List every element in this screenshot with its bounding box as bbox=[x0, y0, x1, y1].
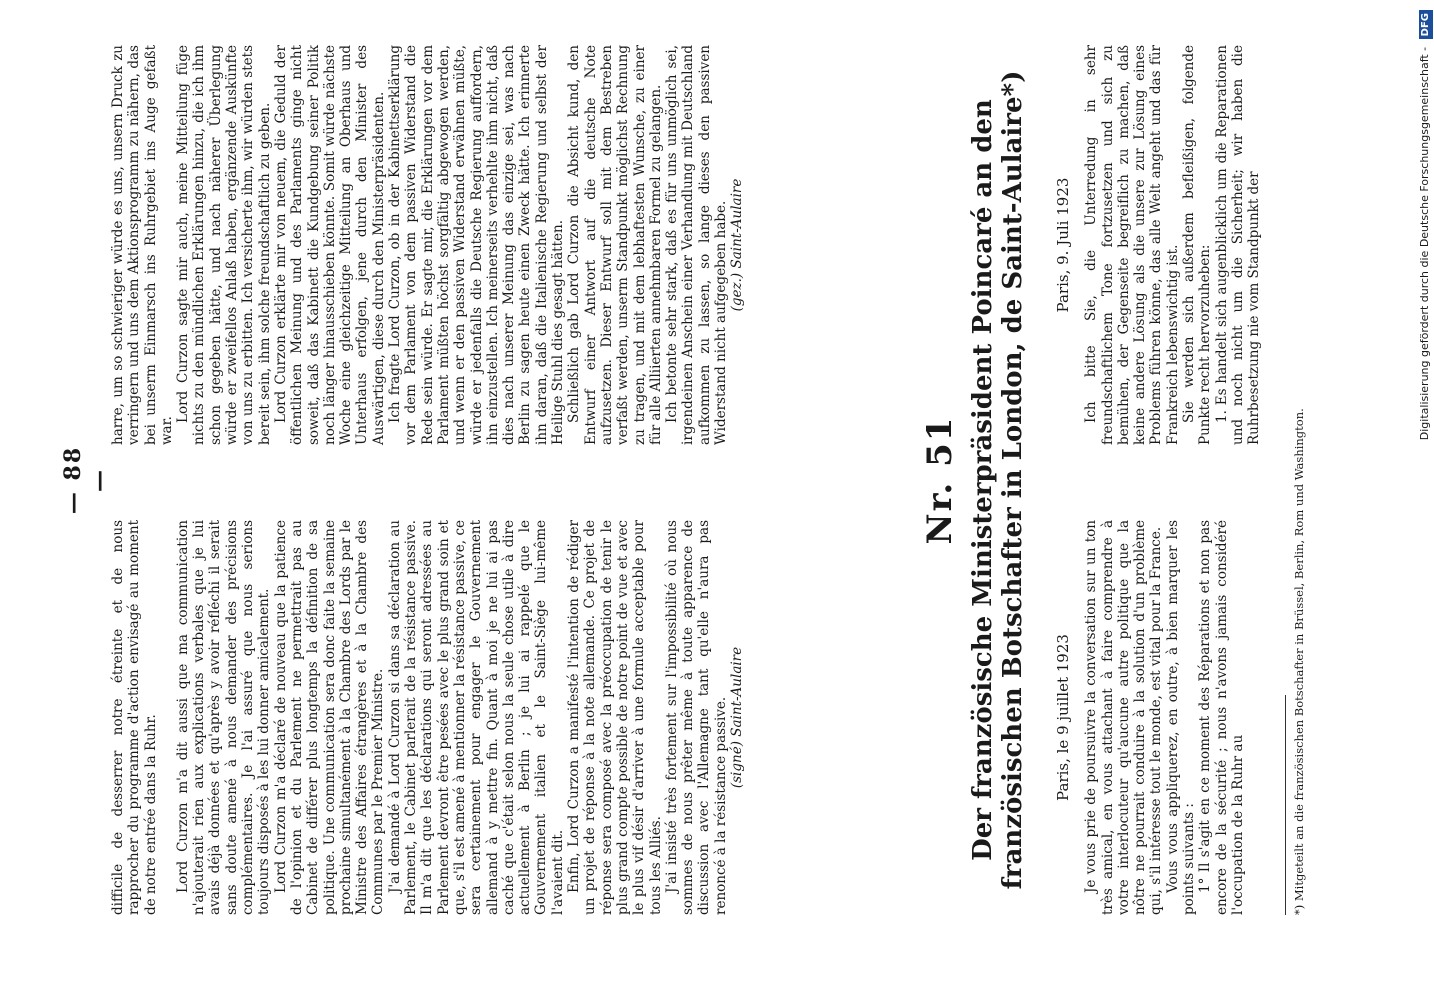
date-line: Paris, 9. Juli 1923 bbox=[1054, 177, 1072, 313]
paragraph: Vous vous appliquerez, en outre, à bien marquer les points suivants : bbox=[1164, 520, 1198, 915]
paragraph: Je vous prie de poursuivre la conversation sur un ton très amical, en vous attachant à faire comprendre à votre interlocuteur qu'aucune autre politique que la nôtre ne pourrait conduire à la solution d'un problème qui, s'il intéresse tout le monde, est vital pour la France. bbox=[1083, 520, 1165, 915]
credit-text: Digitalisierung gefördert durch die Deutsche Forschungsgemeinschaft - bbox=[1418, 46, 1431, 441]
paragraph: Ich betonte sehr stark, daß es für uns unmöglich sei, irgendeinen Anschein einer Verhandlung mit Deutschland aufkommen zu lassen, so lange dieses den passiven Widerstand nicht aufgegeben habe. bbox=[664, 45, 729, 445]
french-column-bottom bbox=[1055, 520, 1246, 915]
paragraph: Enfin, Lord Curzon a manifesté l'intention de rédiger un projet de réponse à la note allemande. Ce projet de réponse sera composé avec la préoccupation de tenir le plus grand compte possible de notre point de vue et avec le plus vif désir d'arriver à une formule acceptable pour tous les Alliés. bbox=[566, 520, 664, 915]
footnote: *) Mitgeteilt an die französischen Botschafter in Brüssel, Berlin, Rom und Washington. bbox=[1292, 408, 1306, 915]
french-column-top bbox=[110, 520, 745, 915]
digitization-credit-strip bbox=[1416, 0, 1434, 1000]
page-number: — 88 — bbox=[60, 445, 112, 515]
paragraph: Lord Curzon erklärte mir von neuem, die Geduld der öffentlichen Meinung und des Parlaments ginge nicht soweit, daß das Kabinett die Kundgebung seiner Politik noch länger hinausschieben könnte. Somit würde nächste Woche eine gleichzeitige Mitteilung an Oberhaus und Unterhaus erfolgen, jene durch den Minister des Auswärtigen, diese durch den Ministerpräsidenten. bbox=[272, 45, 387, 445]
paragraph: Ich fragte Lord Curzon, ob in der Kabinettserklärung vor dem Parlament von dem passiven Widerstand die Rede sein würde. Er sagte mir, die Erklärungen vor dem Parlament müßten höchst sorgfältig abgewogen werden, und wenn er den passiven Widerstand erwähnen müßte, würde er jedenfalls die Deutsche Regierung auffordern, ihn einzustellen. Ich meinerseits verhehlte ihm nicht, daß dies nach unserer Meinung das einzige sei, was nach Berlin zu sagen heute einen Zweck hätte. Ich erinnerte ihn daran, daß die Italienische Regierung und selbst der Heilige Stuhl dies gesagt hätten. bbox=[387, 45, 567, 445]
paragraph: Lord Curzon m'a dit aussi que ma communication n'ajouterait rien aux explications verbales que je lui avais déjà données et qu'après y avoir réfléchi il serait sans doute amené à nous demander des précisions complémentaires. Je l'ai assuré que nous serions toujours disposés à les lui donner amicalement. bbox=[174, 520, 273, 915]
german-column-bottom bbox=[1055, 45, 1263, 445]
paragraph: difficile de desserrer notre étreinte et de nous rapprocher du programme d'action envisagé au moment de notre entrée dans la Ruhr. bbox=[110, 520, 159, 915]
footnote-divider bbox=[1285, 695, 1286, 915]
paragraph: Schließlich gab Lord Curzon die Absicht kund, den Entwurf einer Antwort auf die deutsche Note aufzusetzen. Dieser Entwurf soll mit dem Bestreben verfaßt werden, unserm Standpunkt möglichst Rechnung zu tragen, und mit dem lebhaftesten Wunsche, zu einer für alle Alliierten annehmbaren Formel zu gelangen. bbox=[566, 45, 664, 445]
paragraph: harre, um so schwieriger würde es uns, unsern Druck zu verringern und uns dem Aktionsprogramm zu nähern, das bei unserm Einmarsch ins Ruhrgebiet ins Auge gefaßt war. bbox=[110, 45, 175, 445]
paragraph: J'ai insisté très fortement sur l'impossibilité où nous sommes de nous prêter même à toute apparence de discussion avec l'Allemagne tant qu'elle n'aura pas renoncé à la résistance passive. bbox=[663, 520, 729, 915]
german-column-top bbox=[110, 45, 746, 445]
signature: (gez.) Saint-Aulaire bbox=[729, 178, 746, 312]
signature: (signé) Saint-Aulaire bbox=[728, 646, 745, 789]
document-heading bbox=[920, 45, 1028, 915]
dfg-logo: DFG bbox=[1419, 10, 1433, 39]
date-line: Paris, le 9 juillet 1923 bbox=[1054, 634, 1072, 801]
paragraph: Ich bitte Sie, die Unterredung in sehr freundschaftlichem Tone fortzusetzen und sich zu bemühen, der Gegenseite begreiflich zu machen, daß keine andere Lösung als die unsere zur Lösung eines Problems führen könne, das alle Welt angeht und das für Frankreich lebenswichtig ist. bbox=[1083, 45, 1181, 445]
paragraph: Sie werden sich außerdem befleißigen, folgende Punkte recht hervorzuheben: bbox=[1181, 45, 1214, 445]
document-title: Der französische Ministerpräsident Poincaré an den französischen Botschafter in London, de Saint-Aulaire*) bbox=[968, 70, 1028, 890]
paragraph: 1° Il s'agit en ce moment des Réparations et non pas encore de la sécurité ; nous n'avons jamais considéré l'occupation de la Ruhr au bbox=[1197, 520, 1246, 915]
paragraph: Lord Curzon m'a déclaré de nouveau que la patience de l'opinion et du Parlement ne permettrait pas au Cabinet de différer plus longtemps la définition de sa politique. Une communication sera donc faite la semaine prochaine simultanément à la Chambre des Lords par le Ministre des Affaires étrangères et à la Chambre des Communes par le Premier Ministre. bbox=[272, 520, 387, 915]
paragraph: J'ai demandé à Lord Curzon si dans sa déclaration au Parlement, le Cabinet parlerait de la résistance passive. Il m'a dit que les déclarations qui seront adressées au Parlement devront être pesées avec le plus grand soin et que, s'il est amené à mentionner la résistance passive, ce sera certainement pour engager le Gouvernement allemand à y mettre fin. Quant à moi je ne lui ai pas caché que c'était selon nous la seule chose utile à dire actuellement à Berlin ; je lui ai rappelé que le Gouvernement italien et le Saint-Siège lui-même l'avaient dit. bbox=[386, 520, 566, 915]
document-number: Nr. 51 bbox=[920, 415, 960, 545]
paragraph: 1. Es handelt sich augenblicklich um die Reparationen und noch nicht um die Sicherheit; wir haben die Ruhrbesetzung nie vom Standpunkt der bbox=[1213, 45, 1263, 445]
paragraph: Lord Curzon sagte mir auch, meine Mitteilung füge nichts zu den mündlichen Erklärungen hinzu, die ich ihm schon gegeben hätte, und nach näherer Überlegung würde er zweifellos Anlaß haben, ergänzende Auskünfte von uns zu erbitten. Ich versicherte ihm, wir würden stets bereit sein, ihm solche freundschaftlich zu geben. bbox=[175, 45, 273, 445]
